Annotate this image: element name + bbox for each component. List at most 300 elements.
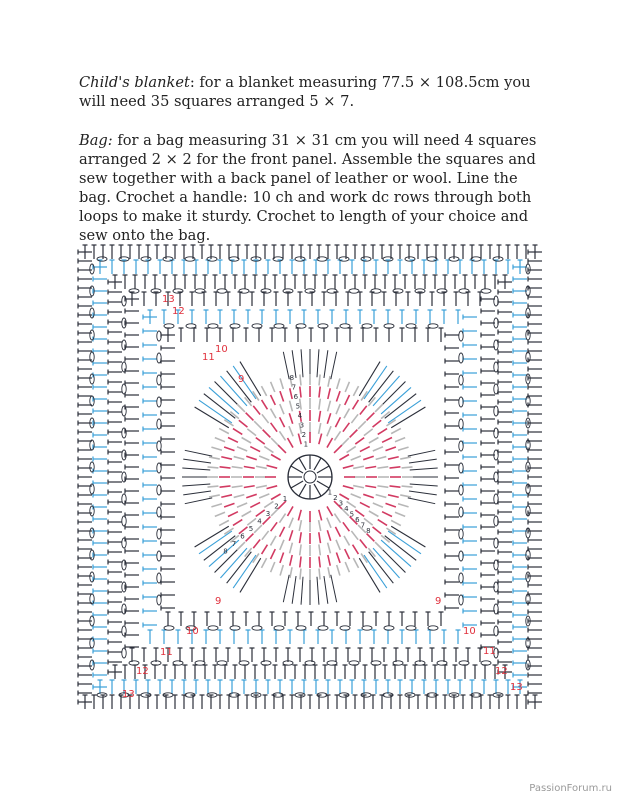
round-stitch — [382, 512, 392, 517]
blanket-label: Child's blanket — [79, 74, 190, 91]
chain — [459, 419, 463, 429]
round-stitch — [242, 511, 252, 517]
round-stitch — [319, 569, 320, 580]
side-ray — [410, 484, 438, 486]
inner-round-label: 7 — [360, 521, 366, 530]
round-stitch — [246, 534, 254, 542]
chain — [274, 324, 284, 328]
round-label: 9 — [215, 596, 222, 607]
side-ray — [182, 468, 210, 470]
round-stitch — [400, 457, 411, 459]
center-stitch — [317, 481, 329, 488]
chain — [239, 289, 249, 293]
round-stitch — [250, 447, 260, 452]
side-ray — [292, 576, 296, 604]
round-stitch — [219, 428, 229, 433]
round-stitch — [337, 565, 340, 576]
round-stitch — [271, 455, 281, 461]
round-stitch — [280, 527, 285, 537]
round-stitch — [262, 400, 268, 409]
chain — [371, 289, 381, 293]
center-stitch — [317, 466, 329, 473]
chain — [122, 538, 126, 548]
round-stitch — [300, 374, 301, 385]
round-stitch — [220, 486, 231, 487]
round-stitch — [377, 467, 388, 468]
round-label: 9 — [238, 374, 245, 385]
round-stitch — [400, 495, 411, 497]
round-stitch — [256, 510, 265, 516]
side-ray — [185, 498, 212, 504]
round-label: 10 — [186, 626, 199, 637]
inner-round-label: 5 — [349, 510, 355, 519]
round-stitch — [382, 438, 392, 443]
side-ray — [408, 450, 435, 456]
side-ray — [317, 349, 319, 377]
inner-round-label: 4 — [297, 412, 303, 421]
round-stitch — [336, 553, 340, 563]
round-stitch — [360, 447, 370, 452]
chain — [494, 384, 498, 394]
chain — [157, 463, 161, 473]
side-ray — [183, 491, 211, 495]
round-stitch — [328, 376, 330, 387]
round-label: 10 — [215, 344, 228, 355]
chain — [90, 374, 94, 384]
round-stitch — [224, 447, 234, 451]
inner-round-label: 2 — [333, 494, 338, 503]
round-stitch — [395, 438, 405, 442]
chain — [494, 340, 498, 350]
round-stitch — [363, 494, 373, 497]
chain — [186, 324, 196, 328]
chain — [207, 257, 217, 261]
magic-ring — [304, 471, 316, 483]
round-stitch — [328, 401, 331, 412]
watermark: PassionForum.ru — [529, 783, 612, 794]
chain — [494, 494, 498, 504]
round-stitch — [267, 465, 278, 468]
chain — [459, 463, 463, 473]
round-stitch — [280, 540, 284, 550]
chain — [428, 626, 438, 630]
side-ray — [324, 576, 328, 604]
round-stitch — [221, 457, 232, 459]
round-label: 9 — [435, 596, 442, 607]
chain — [90, 506, 94, 516]
round-stitch — [369, 511, 379, 517]
round-stitch — [373, 503, 383, 507]
round-stitch — [233, 429, 242, 435]
round-stitch — [215, 512, 225, 516]
round-stitch — [220, 467, 231, 468]
side-ray — [183, 459, 211, 463]
chain — [122, 406, 126, 416]
round-stitch — [254, 421, 262, 429]
round-stitch — [300, 544, 301, 555]
round-stitch — [351, 414, 358, 423]
round-stitch — [264, 446, 273, 452]
round-stitch — [246, 413, 254, 421]
round-stitch — [398, 504, 409, 507]
side-ray — [185, 450, 212, 456]
round-stitch — [271, 494, 281, 500]
round-stitch — [319, 556, 320, 567]
round-stitch — [328, 543, 331, 554]
bag-paragraph — [79, 131, 549, 245]
round-stitch — [290, 401, 293, 412]
round-stitch — [209, 495, 220, 497]
round-stitch — [250, 502, 260, 507]
round-stitch — [246, 456, 256, 459]
round-stitch — [219, 520, 229, 525]
round-label: 11 — [483, 646, 496, 657]
round-stitch — [300, 387, 301, 398]
round-stitch — [262, 531, 269, 540]
round-stitch — [244, 467, 255, 469]
round-stitch — [336, 391, 340, 401]
round-stitch — [343, 486, 354, 489]
round-stitch — [327, 426, 331, 436]
chain — [327, 661, 337, 665]
inner-round-label: 4 — [344, 505, 349, 514]
round-stitch — [262, 545, 268, 554]
chain — [195, 289, 205, 293]
side-ray — [410, 468, 438, 470]
side-ray — [409, 491, 437, 495]
round-stitch — [263, 430, 271, 438]
round-stitch — [237, 404, 245, 412]
chain — [157, 595, 161, 605]
round-stitch — [319, 520, 321, 531]
chain — [163, 257, 173, 261]
round-stitch — [207, 467, 218, 468]
round-stitch — [221, 495, 232, 497]
round-stitch — [336, 540, 340, 550]
inner-round-label: 6 — [355, 516, 360, 525]
round-stitch — [290, 543, 293, 554]
round-stitch — [398, 447, 409, 450]
chain — [122, 516, 126, 526]
round-stitch — [237, 542, 245, 550]
chain — [459, 485, 463, 495]
chain — [122, 648, 126, 658]
round-stitch — [350, 430, 358, 438]
chain — [296, 626, 306, 630]
round-stitch — [334, 445, 342, 453]
round-stitch — [360, 502, 370, 507]
inner-round-label: 1 — [282, 495, 288, 503]
round-stitch — [256, 438, 265, 444]
round-stitch — [343, 522, 349, 531]
round-stitch — [369, 438, 379, 444]
chain — [494, 472, 498, 482]
round-stitch — [319, 399, 320, 410]
round-stitch — [280, 378, 283, 389]
chain — [157, 507, 161, 517]
round-stitch — [271, 522, 277, 531]
inner-round-label: 3 — [338, 499, 344, 508]
round-stitch — [224, 503, 234, 507]
round-stitch — [377, 486, 388, 487]
side-ray — [283, 352, 289, 379]
round-stitch — [247, 429, 256, 436]
round-stitch — [289, 518, 293, 528]
round-stitch — [327, 413, 330, 423]
round-stitch — [364, 518, 373, 525]
chain — [428, 324, 438, 328]
round-stitch — [402, 467, 413, 468]
round-stitch — [228, 438, 238, 443]
round-label: 11 — [202, 352, 215, 363]
chain — [437, 661, 447, 665]
round-stitch — [271, 562, 275, 572]
round-stitch — [353, 486, 364, 488]
chain — [327, 289, 337, 293]
round-stitch — [259, 494, 269, 498]
round-stitch — [328, 388, 330, 399]
round-stitch — [289, 413, 292, 423]
round-label: 11 — [160, 647, 173, 658]
chain — [157, 375, 161, 385]
round-stitch — [271, 409, 277, 419]
round-stitch — [300, 532, 302, 543]
chain — [157, 529, 161, 539]
round-stitch — [254, 525, 262, 533]
chain — [494, 362, 498, 372]
round-stitch — [334, 431, 340, 440]
inner-round-label: 8 — [289, 374, 295, 383]
round-stitch — [327, 518, 331, 528]
chain — [459, 529, 463, 539]
round-stitch — [373, 447, 383, 451]
round-stitch — [319, 532, 321, 543]
round-label: 12 — [495, 666, 508, 677]
round-stitch — [347, 446, 356, 452]
chain — [296, 324, 306, 328]
round-stitch — [261, 558, 266, 568]
round-stitch — [271, 549, 276, 559]
round-stitch — [353, 386, 358, 396]
inner-round-label: 4 — [257, 517, 262, 526]
inner-round-label: 7 — [291, 383, 297, 392]
round-stitch — [246, 494, 256, 497]
chain — [459, 595, 463, 605]
chain — [295, 257, 305, 261]
round-stitch — [253, 406, 260, 415]
round-stitch — [237, 503, 247, 507]
round-stitch — [289, 530, 292, 540]
chain — [362, 626, 372, 630]
chain — [208, 324, 218, 328]
round-stitch — [376, 495, 387, 498]
side-ray — [331, 575, 337, 602]
side-ray — [301, 577, 303, 605]
round-label: 13 — [510, 682, 523, 693]
round-stitch — [334, 514, 340, 523]
chain — [340, 324, 350, 328]
round-stitch — [328, 555, 330, 566]
round-stitch — [300, 556, 301, 567]
round-stitch — [391, 428, 401, 433]
chain — [208, 626, 218, 630]
round-stitch — [234, 457, 245, 460]
round-stitch — [319, 387, 320, 398]
chain — [164, 626, 174, 630]
round-stitch — [299, 520, 301, 531]
round-stitch — [234, 495, 245, 498]
round-stitch — [280, 565, 283, 576]
chain — [393, 661, 403, 665]
side-ray — [409, 459, 437, 463]
round-stitch — [378, 429, 387, 435]
blanket-paragraph — [79, 73, 549, 111]
chain — [339, 257, 349, 261]
chain — [122, 384, 126, 394]
side-ray — [331, 352, 337, 379]
round-stitch — [367, 413, 375, 421]
round-stitch — [353, 400, 359, 409]
round-stitch — [402, 486, 413, 487]
round-stitch — [271, 438, 279, 446]
round-stitch — [339, 455, 349, 461]
inner-round-label: 1 — [327, 488, 333, 497]
round-label: 13 — [122, 689, 135, 700]
round-stitch — [364, 429, 373, 436]
round-stitch — [290, 555, 292, 566]
round-stitch — [279, 431, 285, 440]
round-stitch — [327, 506, 333, 516]
chain — [494, 560, 498, 570]
inner-round-label: 1 — [303, 440, 309, 449]
inner-round-label: 3 — [299, 421, 305, 430]
round-stitch — [289, 426, 293, 436]
chain — [157, 573, 161, 583]
chain — [157, 353, 161, 363]
chain — [122, 626, 126, 636]
chain — [362, 324, 372, 328]
round-stitch — [209, 457, 220, 459]
side-ray — [301, 349, 303, 377]
round-stitch — [341, 438, 349, 446]
chain — [90, 462, 94, 472]
round-stitch — [319, 434, 322, 445]
round-stitch — [345, 562, 349, 572]
chain — [459, 573, 463, 583]
side-ray — [283, 575, 289, 602]
round-stitch — [327, 438, 333, 448]
blanket-text: : for a blanket measuring 77.5 × 108.5cm you will need 35 squares arranged 5 × 7. — [79, 74, 531, 110]
chain — [90, 330, 94, 340]
chain — [349, 289, 359, 293]
round-stitch — [388, 495, 399, 497]
round-stitch — [328, 567, 330, 578]
round-stitch — [353, 545, 359, 554]
round-label: 13 — [162, 294, 175, 305]
round-stitch — [386, 503, 396, 507]
chain — [459, 441, 463, 451]
chain — [494, 604, 498, 614]
round-stitch — [373, 527, 382, 534]
round-stitch — [365, 486, 376, 488]
round-stitch — [391, 520, 401, 525]
round-stitch — [278, 445, 286, 453]
round-stitch — [343, 423, 349, 432]
round-stitch — [232, 467, 243, 468]
round-stitch — [228, 512, 238, 517]
side-ray — [317, 577, 319, 605]
center-stitch — [291, 481, 303, 488]
round-stitch — [378, 520, 387, 526]
round-stitch — [345, 549, 350, 559]
round-stitch — [351, 456, 361, 460]
round-stitch — [373, 420, 382, 427]
chain — [274, 626, 284, 630]
round-stitch — [353, 558, 358, 568]
chain — [305, 661, 315, 665]
round-stitch — [267, 486, 278, 489]
round-stitch — [279, 514, 285, 523]
round-stitch — [386, 447, 396, 451]
inner-round-label: 2 — [301, 431, 307, 440]
round-stitch — [344, 409, 350, 419]
round-stitch — [375, 542, 383, 550]
round-stitch — [319, 423, 321, 434]
chain — [406, 626, 416, 630]
round-stitch — [280, 553, 284, 563]
inner-round-label: 6 — [293, 393, 299, 402]
side-ray — [408, 498, 435, 504]
round-stitch — [211, 504, 222, 507]
center-stitch — [314, 458, 321, 470]
round-stitch — [319, 510, 322, 521]
round-stitch — [280, 417, 285, 427]
round-stitch — [319, 374, 320, 385]
side-ray — [182, 484, 210, 486]
round-stitch — [264, 501, 273, 507]
round-stitch — [395, 512, 405, 516]
round-stitch — [363, 456, 373, 459]
round-stitch — [355, 438, 364, 444]
round-stitch — [319, 544, 320, 555]
bag-text: for a bag measuring 31 × 31 cm you will need 4 squares arranged 2 × 2 for the front panel. Assemble the squares and sew together with a back panel of leather or wool. Line the bag. Crochet a handle: 10 ch and work dc rows through both loops to make it sturdy. Crochet to length of your choice and sew onto the bag. — [79, 132, 537, 244]
round-label: 12 — [172, 306, 185, 317]
chain — [406, 324, 416, 328]
center-stitch — [314, 484, 321, 496]
center-stitch — [299, 458, 306, 470]
round-stitch — [215, 438, 225, 442]
inner-round-label: 2 — [274, 502, 279, 511]
round-stitch — [344, 536, 350, 546]
round-stitch — [375, 404, 383, 412]
chain — [459, 289, 469, 293]
chain — [195, 661, 205, 665]
chain — [318, 626, 328, 630]
crochet-square-diagram — [70, 242, 550, 712]
round-stitch — [262, 414, 269, 423]
round-stitch — [343, 465, 354, 468]
round-stitch — [280, 404, 284, 414]
round-stitch — [353, 466, 364, 468]
round-stitch — [211, 447, 222, 450]
round-stitch — [300, 569, 301, 580]
inner-round-label: 7 — [231, 540, 237, 548]
round-stitch — [360, 406, 367, 415]
inner-round-label: 8 — [223, 547, 228, 556]
round-stitch — [365, 467, 376, 469]
round-stitch — [345, 395, 350, 405]
round-stitch — [271, 382, 275, 392]
